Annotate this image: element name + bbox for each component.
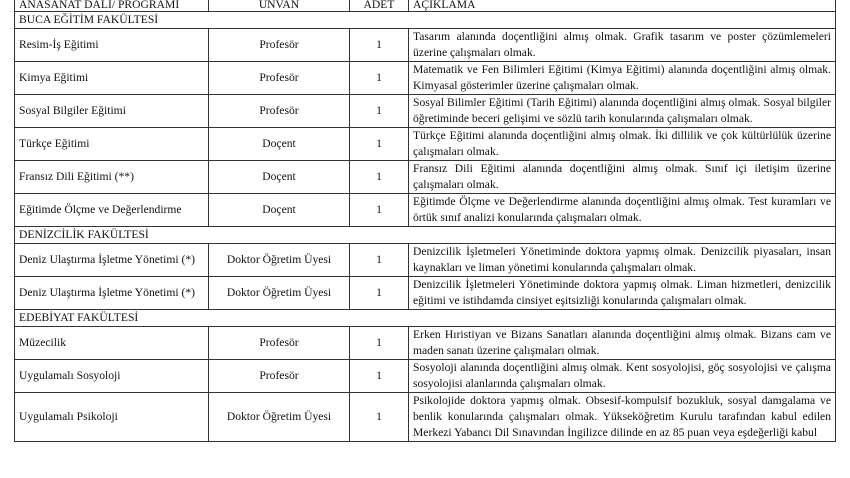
title-cell: Profesör bbox=[209, 360, 350, 393]
table-row bbox=[15, 244, 836, 277]
table-row bbox=[15, 360, 836, 393]
requirements-cell: Sosyal Bilimler Eğitimi (Tarih Eğitimi) alanında doçentliğini almış olmak. Sosyal bilgiler öğretiminde beceri gelişimi ve sözlü tarih konularında çalışmaları olmak. bbox=[409, 95, 836, 128]
requirements-cell: Türkçe Eğitimi alanında doçentliğini almış olmak. İki dillilik ve çok kültürlülük üzerine çalışmaları olmak. bbox=[409, 128, 836, 161]
title-cell: Profesör bbox=[209, 327, 350, 360]
count-cell: 1 bbox=[350, 29, 409, 62]
unit-cell: Uygulamalı Sosyoloji bbox=[15, 360, 209, 393]
unit-cell: Eğitimde Ölçme ve Değerlendirme bbox=[15, 194, 209, 227]
table-row bbox=[15, 277, 836, 310]
table-row bbox=[15, 393, 836, 442]
announcement-page bbox=[14, 0, 836, 442]
table-row bbox=[15, 161, 836, 194]
table-row bbox=[15, 194, 836, 227]
table-row bbox=[15, 62, 836, 95]
table-row bbox=[15, 128, 836, 161]
unit-cell: Kimya Eğitimi bbox=[15, 62, 209, 95]
faculty-name: BUCA EĞİTİM FAKÜLTESİ bbox=[15, 12, 836, 29]
header-title: UNVAN bbox=[209, 0, 350, 12]
requirements-cell: Fransız Dili Eğitimi alanında doçentliğini almış olmak. Sınıf içi iletişim üzerine çalışmaları olmak. bbox=[409, 161, 836, 194]
faculty-row bbox=[15, 12, 836, 29]
title-cell: Doçent bbox=[209, 161, 350, 194]
requirements-cell: Tasarım alanında doçentliğini almış olmak. Grafik tasarım ve poster çözümlemeleri üzerine çalışmaları olmak. bbox=[409, 29, 836, 62]
requirements-cell: Denizcilik İşletmeleri Yönetiminde doktora yapmış olmak. Denizcilik piyasaları, insan kaynakları ve liman yönetimi konularında çalışmaları olmak. bbox=[409, 244, 836, 277]
positions-table bbox=[14, 0, 836, 442]
count-cell: 1 bbox=[350, 393, 409, 442]
faculty-row bbox=[15, 227, 836, 244]
title-cell: Doçent bbox=[209, 194, 350, 227]
unit-cell: Resim-İş Eğitimi bbox=[15, 29, 209, 62]
count-cell: 1 bbox=[350, 277, 409, 310]
header-requirements: AÇIKLAMA bbox=[409, 0, 836, 12]
unit-cell: Deniz Ulaştırma İşletme Yönetimi (*) bbox=[15, 244, 209, 277]
title-cell: Doçent bbox=[209, 128, 350, 161]
requirements-cell: Psikolojide doktora yapmış olmak. Obsesif-kompulsif bozukluk, sosyal damgalama ve benlik konularında çalışmaları olmak. Yükseköğretim Kurulu tarafından kabul edilen Merkezi Yabancı Dil Sınavından İngilizce dilinde en az 85 puan veya eşdeğerliği kabul bbox=[409, 393, 836, 442]
table-row bbox=[15, 95, 836, 128]
title-cell: Doktor Öğretim Üyesi bbox=[209, 277, 350, 310]
requirements-cell: Denizcilik İşletmeleri Yönetiminde doktora yapmış olmak. Liman hizmetleri, denizcilik eğitimi ve istihdamda cinsiyet eşitsizliği konularında çalışmaları olmak. bbox=[409, 277, 836, 310]
count-cell: 1 bbox=[350, 62, 409, 95]
header-unit: ANASANAT DALI/ PROGRAMI bbox=[15, 0, 209, 12]
title-cell: Doktor Öğretim Üyesi bbox=[209, 393, 350, 442]
requirements-cell: Erken Hıristiyan ve Bizans Sanatları alanında doçentliğini almış olmak. Bizans cam ve maden sanatı üzerine çalışmaları olmak. bbox=[409, 327, 836, 360]
title-cell: Profesör bbox=[209, 95, 350, 128]
unit-cell: Deniz Ulaştırma İşletme Yönetimi (*) bbox=[15, 277, 209, 310]
count-cell: 1 bbox=[350, 161, 409, 194]
count-cell: 1 bbox=[350, 244, 409, 277]
header-count: ADET bbox=[350, 0, 409, 12]
unit-cell: Müzecilik bbox=[15, 327, 209, 360]
faculty-name: DENİZCİLİK FAKÜLTESİ bbox=[15, 227, 836, 244]
table-row bbox=[15, 29, 836, 62]
title-cell: Profesör bbox=[209, 29, 350, 62]
unit-cell: Fransız Dili Eğitimi (**) bbox=[15, 161, 209, 194]
table-header-row bbox=[15, 0, 836, 12]
count-cell: 1 bbox=[350, 360, 409, 393]
unit-cell: Sosyal Bilgiler Eğitimi bbox=[15, 95, 209, 128]
unit-cell: Türkçe Eğitimi bbox=[15, 128, 209, 161]
count-cell: 1 bbox=[350, 128, 409, 161]
unit-cell: Uygulamalı Psikoloji bbox=[15, 393, 209, 442]
title-cell: Profesör bbox=[209, 62, 350, 95]
count-cell: 1 bbox=[350, 327, 409, 360]
count-cell: 1 bbox=[350, 194, 409, 227]
table-row bbox=[15, 327, 836, 360]
count-cell: 1 bbox=[350, 95, 409, 128]
requirements-cell: Sosyoloji alanında doçentliğini almış olmak. Kent sosyolojisi, göç sosyolojisi ve çalışma sosyolojisi alanlarında çalışmaları olmak. bbox=[409, 360, 836, 393]
faculty-row bbox=[15, 310, 836, 327]
requirements-cell: Matematik ve Fen Bilimleri Eğitimi (Kimya Eğitimi) alanında doçentliğini almış olmak. Kimyasal gösterimler üzerine çalışmaları olmak. bbox=[409, 62, 836, 95]
requirements-cell: Eğitimde Ölçme ve Değerlendirme alanında doçentliğini almış olmak. Test kuramları ve örtük sınıf analizi konularında çalışmaları olmak. bbox=[409, 194, 836, 227]
title-cell: Doktor Öğretim Üyesi bbox=[209, 244, 350, 277]
faculty-name: EDEBİYAT FAKÜLTESİ bbox=[15, 310, 836, 327]
